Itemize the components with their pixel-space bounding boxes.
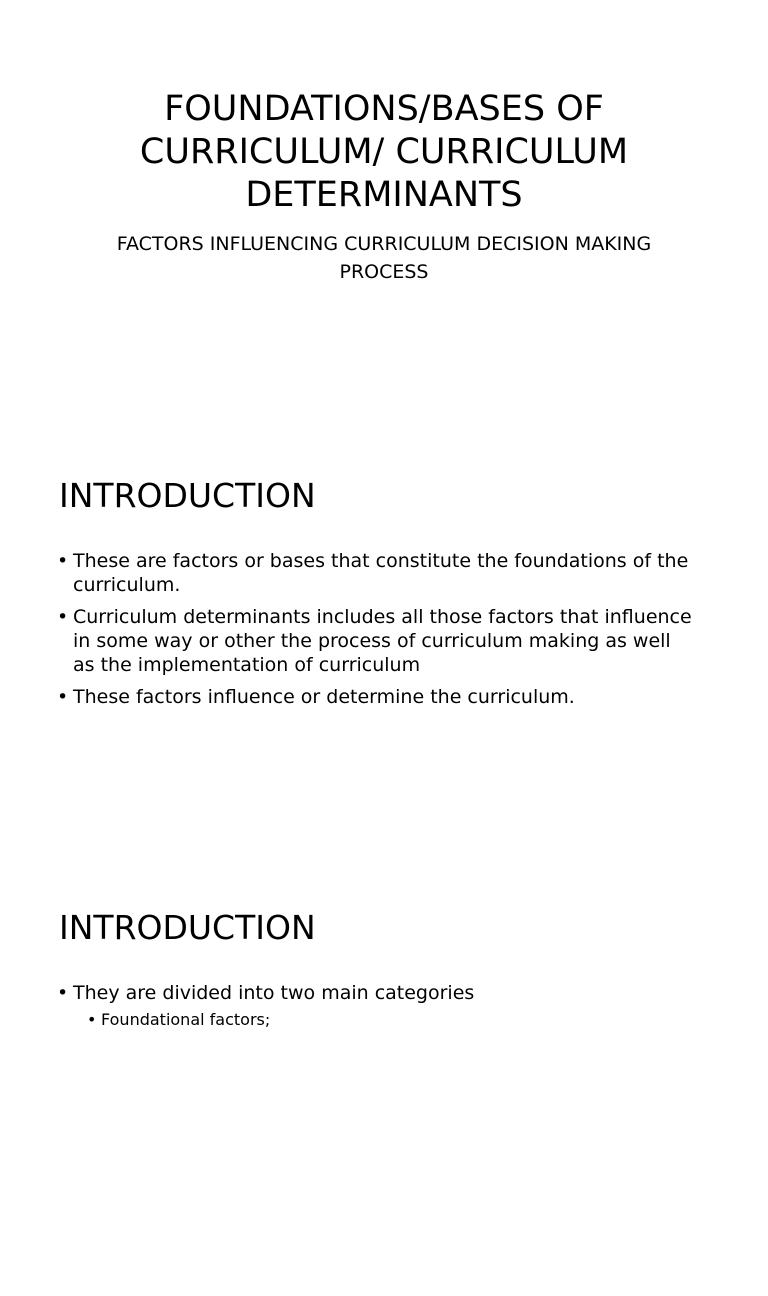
bullet-item xyxy=(57,605,697,677)
bullet-text: Curriculum determinants includes all those factors that influence in some way or other the process of curriculum making as well as the implementation of curriculum xyxy=(73,606,692,676)
slide-heading: INTRODUCTION xyxy=(59,476,316,515)
bullet-text: These factors influence or determine the curriculum. xyxy=(73,686,575,708)
bullet-item xyxy=(57,549,697,597)
bullet-list xyxy=(57,981,697,1039)
slide-heading: INTRODUCTION xyxy=(59,908,316,947)
bullet-item xyxy=(57,685,697,709)
bullet-list xyxy=(57,549,697,717)
bullet-dot-icon: • xyxy=(57,982,69,1004)
bullet-dot-icon: • xyxy=(57,686,69,708)
presentation-title: FOUNDATIONS/BASES OF CURRICULUM/ CURRICULUM DETERMINANTS xyxy=(139,89,629,215)
slide-introduction-2 xyxy=(0,864,768,1296)
bullet-dot-icon: • xyxy=(57,606,69,628)
bullet-dot-icon: • xyxy=(87,1010,97,1029)
sub-bullet-list xyxy=(73,1009,697,1031)
bullet-dot-icon: • xyxy=(57,550,69,572)
presentation-subtitle: FACTORS INFLUENCING CURRICULUM DECISION MAKING PROCESS xyxy=(116,233,652,283)
slide-title xyxy=(0,0,768,432)
slide-introduction-1 xyxy=(0,432,768,864)
bullet-text: These are factors or bases that constitute the foundations of the curriculum. xyxy=(73,550,689,596)
sub-bullet-text: Foundational factors; xyxy=(101,1010,271,1029)
bullet-text: They are divided into two main categories xyxy=(73,982,475,1004)
sub-bullet-item xyxy=(87,1009,697,1031)
